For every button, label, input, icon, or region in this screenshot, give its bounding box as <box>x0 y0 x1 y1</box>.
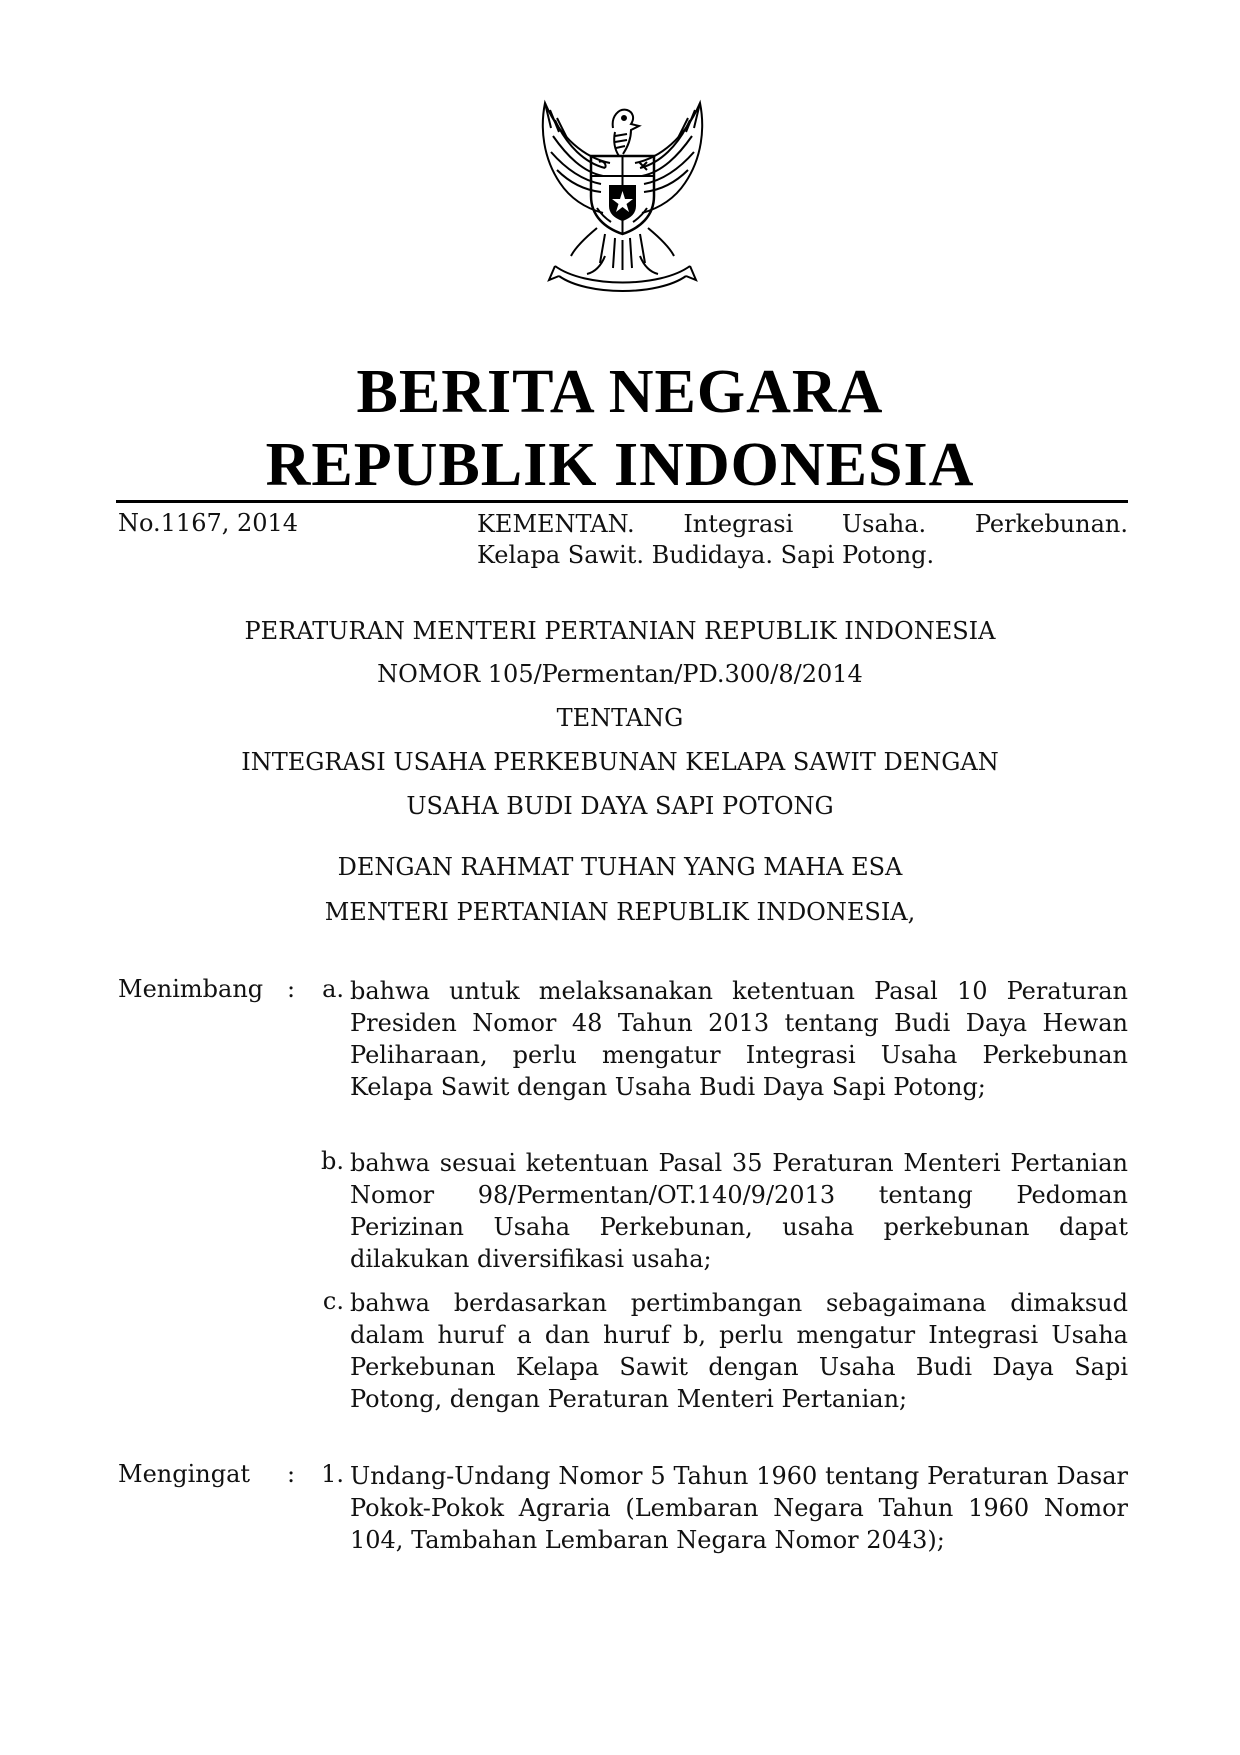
regulation-subject-line-2: USAHA BUDI DAYA SAPI POTONG <box>406 792 834 820</box>
menimbang-item-c: bahwa berdasarkan pertimbangan sebagaimana dimaksud dalam huruf a dan huruf b, perlu mengatur Integrasi Usaha Perkebunan Kelapa Sawit dengan Usaha Budi Daya Sapi Potong, dengan Peraturan Menteri Pertanian; <box>350 1289 1128 1413</box>
masthead-subtitle: REPUBLIK INDONESIA <box>265 431 975 499</box>
document-number: No.1167, 2014 <box>118 509 299 537</box>
menimbang-item-b: bahwa sesuai ketentuan Pasal 35 Peraturan Menteri Pertanian Nomor 98/Permentan/OT.140/9/2013 tentang Pedoman Perizinan Usaha Perkebunan, usaha perkebunan dapat dilakukan diversifikasi usaha; <box>350 1149 1128 1273</box>
blessing-line: DENGAN RAHMAT TUHAN YANG MAHA ESA <box>337 853 903 881</box>
regulation-subject-line-1: INTEGRASI USAHA PERKEBUNAN KELAPA SAWIT DENGAN <box>241 748 999 776</box>
subject-line-1: KEMENTAN. Integrasi Usaha. Perkebunan. <box>477 510 1128 538</box>
regulation-about: TENTANG <box>556 704 684 732</box>
regulation-title: PERATURAN MENTERI PERTANIAN REPUBLIK INDONESIA <box>244 617 996 645</box>
item-marker: c. <box>322 1287 344 1315</box>
masthead-title: BERITA NEGARA <box>356 358 884 426</box>
menimbang-item-a: bahwa untuk melaksanakan ketentuan Pasal 10 Peraturan Presiden Nomor 48 Tahun 2013 tentang Budi Daya Hewan Peliharaan, perlu mengatur Integrasi Usaha Perkebunan Kelapa Sawit dengan Usaha Budi Daya Sapi Potong; <box>350 977 1128 1101</box>
masthead-divider <box>116 500 1128 503</box>
minister-line: MENTERI PERTANIAN REPUBLIK INDONESIA, <box>324 898 916 926</box>
mengingat-item-1: Undang-Undang Nomor 5 Tahun 1960 tentang Peraturan Dasar Pokok-Pokok Agraria (Lembaran Negara Tahun 1960 Nomor 104, Tambahan Lembaran Negara Nomor 2043); <box>350 1462 1128 1554</box>
regulation-number: NOMOR 105/Permentan/PD.300/8/2014 <box>377 660 863 688</box>
subject-line-2: Kelapa Sawit. Budidaya. Sapi Potong. <box>477 541 935 569</box>
item-marker: a. <box>322 975 344 1003</box>
item-marker: b. <box>321 1147 344 1175</box>
mengingat-colon: : <box>287 1460 296 1488</box>
menimbang-label: Menimbang <box>118 975 264 1003</box>
garuda-emblem-icon <box>515 88 730 303</box>
document-subject <box>477 509 1128 571</box>
menimbang-colon: : <box>287 975 296 1003</box>
item-marker: 1. <box>321 1460 344 1488</box>
mengingat-label: Mengingat <box>118 1460 251 1488</box>
